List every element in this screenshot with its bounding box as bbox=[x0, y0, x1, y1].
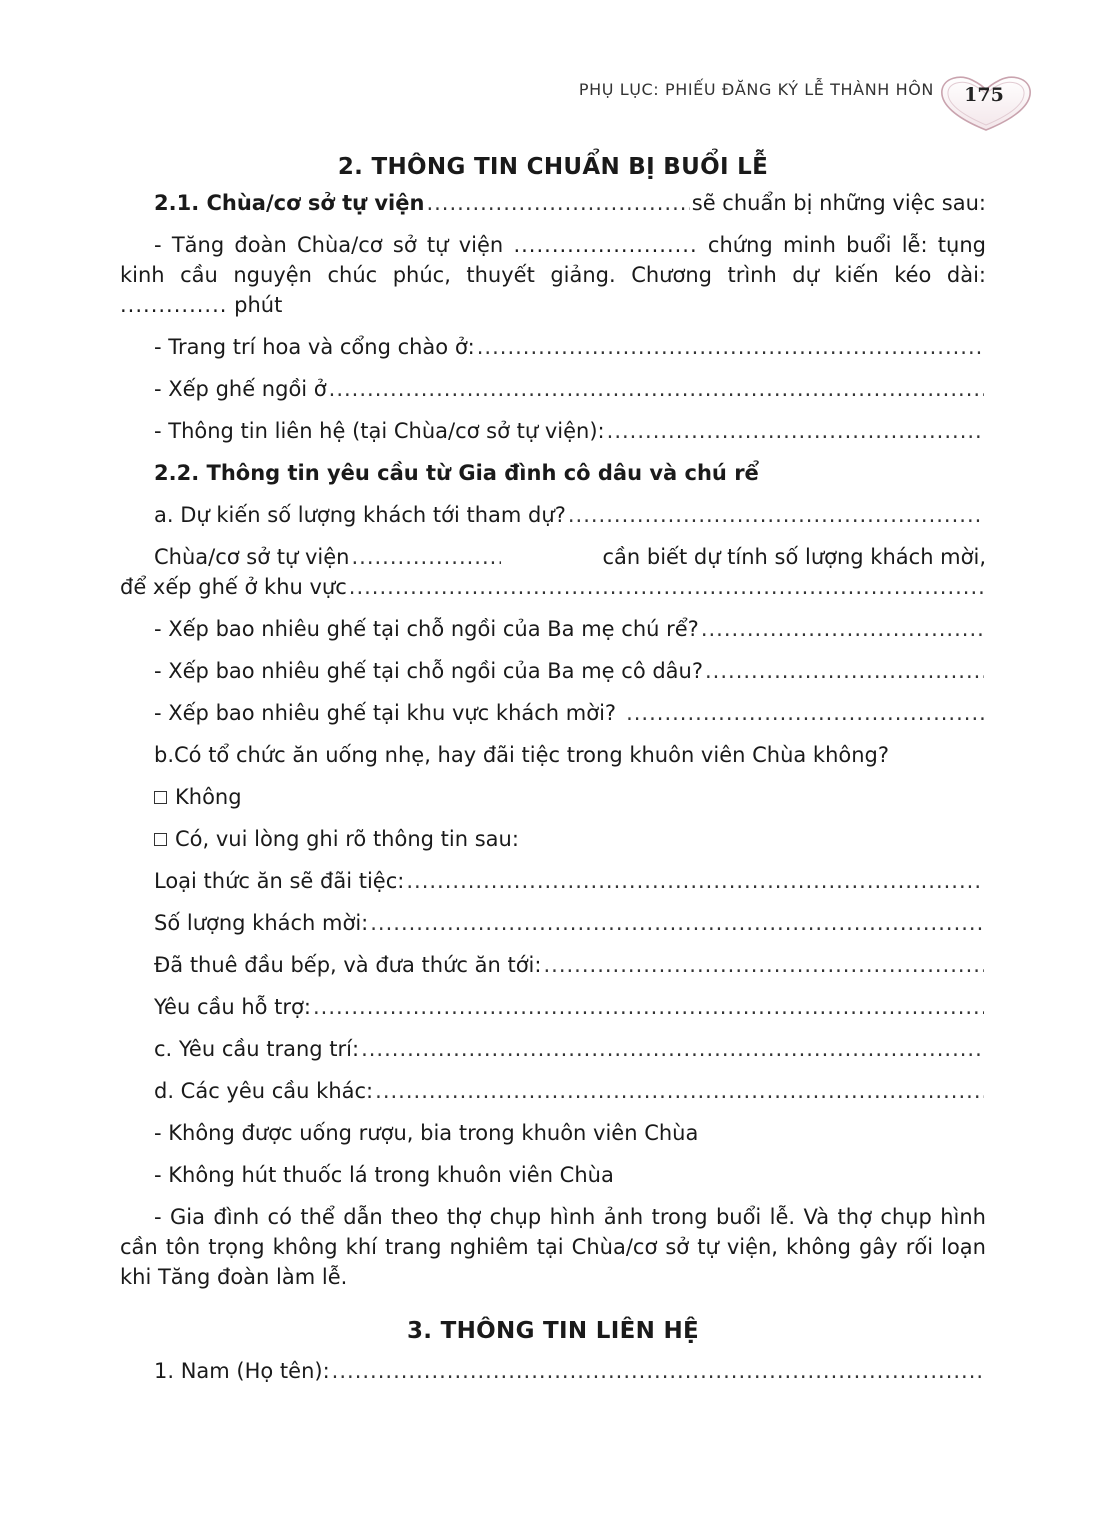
option-yes-label: Có, vui lòng ghi rõ thông tin sau: bbox=[175, 827, 519, 851]
sangha-text-c: phút bbox=[234, 293, 283, 317]
guest-seats-field[interactable] bbox=[626, 698, 984, 728]
page-number: 175 bbox=[964, 84, 1004, 106]
rule-photographer: - Gia đình có thể dẫn theo thợ chụp hình ảnh trong buổi lễ. Và thợ chụp hình cần tôn trọng không khí trang nghiêm tại Chùa/cơ sở tự viện, không gây rối loạn khi Tăng đoàn làm lễ. bbox=[120, 1205, 986, 1289]
groom-name-label: 1. Nam (Họ tên): bbox=[154, 1359, 330, 1383]
option-yes[interactable] bbox=[120, 824, 986, 854]
temple-needs-field[interactable] bbox=[351, 542, 501, 572]
section-2-2-line bbox=[120, 458, 986, 488]
groom-seats-label: - Xếp bao nhiêu ghế tại chỗ ngồi của Ba mẹ chú rể? bbox=[154, 617, 699, 641]
sangha-text-b: chứng minh buổi lễ: tụng kinh cầu nguyện chúc phúc, thuyết giảng. Chương trình dự kiến kéo dài: bbox=[120, 233, 986, 287]
temple-prep-line bbox=[120, 188, 986, 218]
guest-estimate-label: a. Dự kiến số lượng khách tới tham dự? bbox=[154, 503, 566, 527]
option-no-label: Không bbox=[175, 785, 242, 809]
seat-area-field[interactable] bbox=[349, 572, 984, 602]
temple-name-field[interactable] bbox=[426, 188, 689, 218]
support-label: Yêu cầu hỗ trợ: bbox=[154, 995, 311, 1019]
guest-seats-label: - Xếp bao nhiêu ghế tại khu vực khách mời? bbox=[154, 701, 617, 725]
other-request-line bbox=[120, 1076, 986, 1106]
temple-needs-label-a: Chùa/cơ sở tự viện bbox=[154, 545, 350, 569]
food-label: Loại thức ăn sẽ đãi tiệc: bbox=[154, 869, 405, 893]
other-request-label: d. Các yêu cầu khác: bbox=[154, 1079, 374, 1103]
decor-line bbox=[120, 332, 986, 362]
food-line bbox=[120, 866, 986, 896]
sangha-text-a: - Tăng đoàn Chùa/cơ sở tự viện bbox=[154, 233, 504, 257]
support-field[interactable] bbox=[313, 992, 984, 1022]
running-title: PHỤ LỤC: PHIẾU ĐĂNG KÝ LỄ THÀNH HÔN bbox=[578, 80, 934, 99]
food-field[interactable] bbox=[406, 866, 984, 896]
seating-field[interactable] bbox=[329, 374, 984, 404]
guest-count-line bbox=[120, 908, 986, 938]
duration-field[interactable]: .............. bbox=[120, 293, 228, 317]
groom-name-field[interactable] bbox=[332, 1356, 984, 1386]
contact-label: - Thông tin liên hệ (tại Chùa/cơ sở tự viện): bbox=[154, 419, 605, 443]
decor-field[interactable] bbox=[477, 332, 984, 362]
other-request-field[interactable] bbox=[375, 1076, 984, 1106]
groom-seats-field[interactable] bbox=[701, 614, 984, 644]
bride-seats-label: - Xếp bao nhiêu ghế tại chỗ ngồi của Ba mẹ cô dâu? bbox=[154, 659, 703, 683]
checkbox-no[interactable] bbox=[154, 791, 167, 804]
bride-seats-line bbox=[120, 656, 986, 686]
bride-seats-field[interactable] bbox=[705, 656, 984, 686]
decoration-request-line bbox=[120, 1034, 986, 1064]
contact-field[interactable] bbox=[607, 416, 984, 446]
section-2-2-title: 2.2. Thông tin yêu cầu từ Gia đình cô dâu và chú rể bbox=[154, 461, 759, 485]
seat-area-line bbox=[120, 572, 986, 602]
chef-field[interactable] bbox=[543, 950, 984, 980]
section-2-1-label: 2.1. Chùa/cơ sở tự viện bbox=[154, 191, 425, 215]
form-content bbox=[120, 150, 986, 1398]
decoration-request-field[interactable] bbox=[361, 1034, 984, 1064]
chef-label: Đã thuê đầu bếp, và đưa thức ăn tới: bbox=[154, 953, 542, 977]
rule-no-smoking: - Không hút thuốc lá trong khuôn viên Chùa bbox=[154, 1163, 614, 1187]
seat-area-label: để xếp ghế ở khu vực bbox=[120, 575, 347, 599]
option-no[interactable] bbox=[120, 782, 986, 812]
guest-estimate-field[interactable] bbox=[568, 500, 984, 530]
guest-count-label: Số lượng khách mời: bbox=[154, 911, 369, 935]
section-3-title: 3. THÔNG TIN LIÊN HỆ bbox=[406, 1318, 700, 1344]
page-header bbox=[0, 74, 1106, 134]
groom-name-line bbox=[120, 1356, 986, 1386]
guest-count-field[interactable] bbox=[370, 908, 984, 938]
seating-label: - Xếp ghế ngồi ở bbox=[154, 377, 327, 401]
temple-prep-suffix: sẽ chuẩn bị những việc sau: bbox=[691, 191, 986, 215]
support-line bbox=[120, 992, 986, 1022]
temple-needs-line bbox=[120, 542, 986, 572]
decoration-request-label: c. Yêu cầu trang trí: bbox=[154, 1037, 360, 1061]
guest-seats-line bbox=[120, 698, 986, 728]
contact-line bbox=[120, 416, 986, 446]
seating-line bbox=[120, 374, 986, 404]
temple-needs-label-b: cần biết dự tính số lượng khách mời, bbox=[602, 545, 986, 569]
rule-no-alcohol: - Không được uống rượu, bia trong khuôn viên Chùa bbox=[154, 1121, 699, 1145]
chef-line bbox=[120, 950, 986, 980]
sangha-temple-field[interactable]: ........................ bbox=[513, 233, 698, 257]
sangha-paragraph bbox=[120, 230, 986, 320]
section-2-title: 2. THÔNG TIN CHUẨN BỊ BUỔI LỄ bbox=[337, 154, 769, 180]
groom-seats-line bbox=[120, 614, 986, 644]
catering-question: b.Có tổ chức ăn uống nhẹ, hay đãi tiệc trong khuôn viên Chùa không? bbox=[154, 743, 890, 767]
decor-label: - Trang trí hoa và cổng chào ở: bbox=[154, 335, 475, 359]
guest-estimate-line bbox=[120, 500, 986, 530]
checkbox-yes[interactable] bbox=[154, 833, 167, 846]
